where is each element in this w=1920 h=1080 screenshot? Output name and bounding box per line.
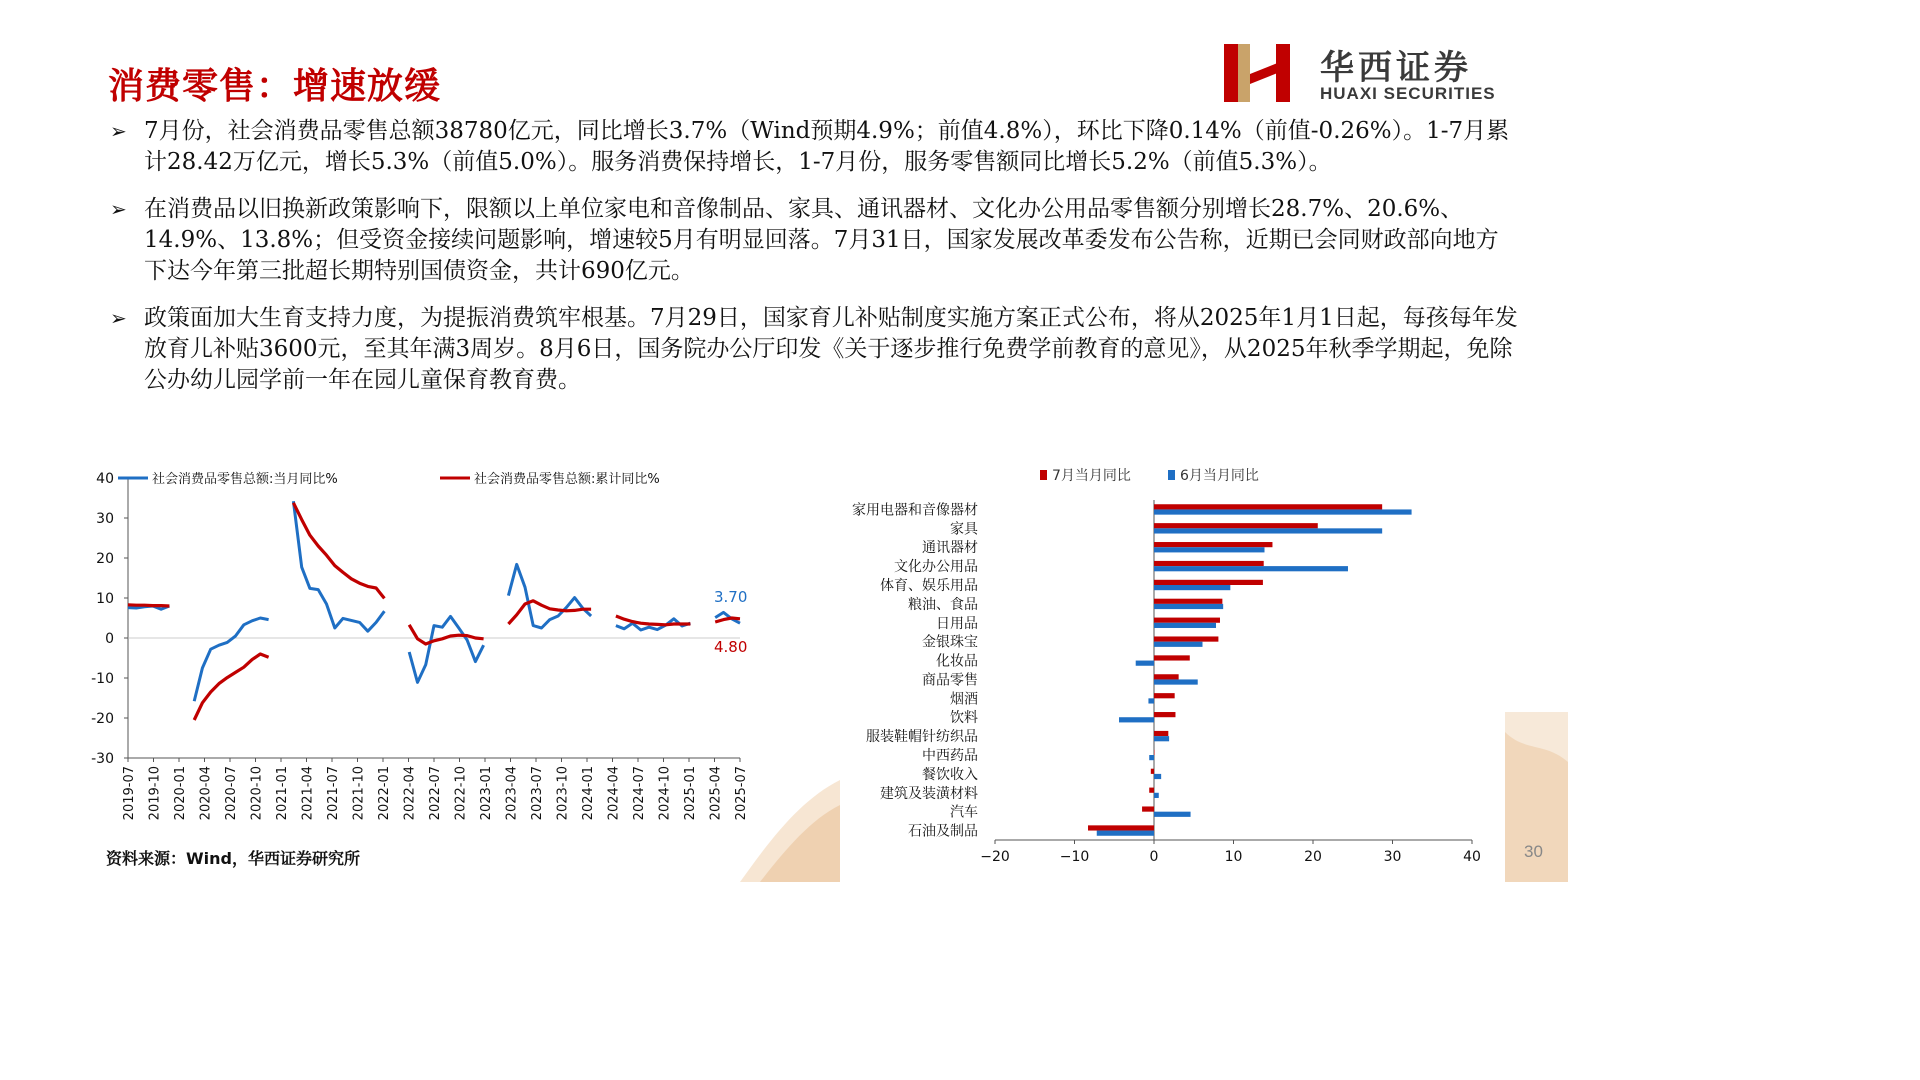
x-tick-label: 2020-10 bbox=[249, 766, 265, 821]
category-growth-bar-chart bbox=[800, 458, 1500, 876]
category-label: 建筑及装潢材料 bbox=[880, 785, 978, 802]
legend-label: 社会消费品零售总额:当月同比% bbox=[152, 472, 338, 487]
x-tick-label: 20 bbox=[1304, 849, 1322, 865]
category-label: 日用品 bbox=[936, 615, 978, 632]
legend-swatch bbox=[1040, 470, 1047, 480]
y-tick-label: -20 bbox=[91, 711, 114, 727]
huaxi-logo-icon bbox=[1224, 40, 1314, 104]
x-tick-label: 2024-10 bbox=[657, 766, 673, 821]
y-tick-label: 10 bbox=[96, 591, 114, 607]
end-label-cumulative: 4.80 bbox=[714, 638, 748, 656]
bar-july bbox=[1154, 731, 1168, 736]
bar-july bbox=[1088, 825, 1154, 830]
x-tick-label: −20 bbox=[980, 849, 1010, 865]
bar-july bbox=[1154, 580, 1263, 585]
bullet-arrow-icon: ➢ bbox=[110, 197, 127, 221]
bar-june bbox=[1154, 623, 1216, 628]
bar-june bbox=[1097, 831, 1154, 836]
y-tick-label: -10 bbox=[91, 671, 114, 687]
bar-june bbox=[1154, 812, 1191, 817]
bullet-item bbox=[110, 303, 1520, 396]
category-label: 文化办公用品 bbox=[894, 559, 978, 576]
bullet-item bbox=[110, 194, 1520, 287]
category-label: 体育、娱乐用品 bbox=[880, 578, 978, 594]
category-label: 石油及制品 bbox=[908, 823, 978, 840]
bar-june bbox=[1154, 642, 1202, 647]
data-source-note: 资料来源：Wind，华西证券研究所 bbox=[106, 849, 360, 868]
bar-june bbox=[1154, 585, 1230, 590]
bar-june bbox=[1154, 774, 1161, 779]
category-label: 饮料 bbox=[950, 710, 978, 727]
x-tick-label: 2022-01 bbox=[377, 766, 392, 821]
bar-june bbox=[1119, 717, 1154, 722]
bar-june bbox=[1148, 698, 1154, 703]
x-tick-label: 0 bbox=[1149, 849, 1159, 865]
bar-july bbox=[1154, 523, 1318, 528]
x-tick-label: 2024-01 bbox=[581, 766, 596, 821]
logo-en-text: HUAXI SECURITIES bbox=[1320, 84, 1496, 103]
bullet-text: 7月份，社会消费品零售总额38780亿元，同比增长3.7%（Wind预期4.9%；前值4.8%），环比下降0.14%（前值-0.26%）。1-7月累计28.42万亿元，增长5.3%（前值5.0%）。服务消费保持增长，1-7月份，服务零售额同比增长5.2%（前值5.3%）。 bbox=[144, 118, 1510, 175]
bar-july bbox=[1154, 561, 1264, 566]
category-label: 通讯器材 bbox=[922, 540, 978, 557]
bar-june bbox=[1154, 566, 1348, 571]
x-tick-label: 2019-07 bbox=[122, 766, 137, 821]
category-label: 化妆品 bbox=[936, 653, 978, 670]
bar-june bbox=[1154, 679, 1198, 684]
bullet-text: 在消费品以旧换新政策影响下，限额以上单位家电和音像制品、家具、通讯器材、文化办公用品零售额分别增长28.7%、20.6%、14.9%、13.8%；但受资金接续问题影响，增速较5月有明显回落。7月31日，国家发展改革委发布公告称，近期已会同财政部向地方下达今年第三批超长期特别国债资金，共计690亿元。 bbox=[144, 196, 1499, 284]
bar-july bbox=[1149, 788, 1154, 793]
category-label: 商品零售 bbox=[922, 672, 978, 689]
category-label: 汽车 bbox=[950, 804, 978, 821]
x-tick-label: 2022-10 bbox=[453, 766, 469, 821]
bar-june bbox=[1154, 736, 1169, 741]
bar-july bbox=[1154, 599, 1222, 604]
category-label: 家用电器和音像器材 bbox=[852, 502, 978, 519]
bar-june bbox=[1154, 509, 1412, 514]
x-tick-label: 2023-01 bbox=[479, 766, 494, 821]
x-tick-label: 2023-10 bbox=[555, 766, 571, 821]
x-tick-label: 2020-01 bbox=[173, 766, 188, 821]
x-tick-label: 2023-04 bbox=[504, 766, 520, 821]
bullet-list bbox=[110, 116, 1520, 412]
category-label: 餐饮收入 bbox=[922, 766, 978, 783]
bullet-item bbox=[110, 116, 1520, 178]
x-tick-label: 2025-04 bbox=[708, 766, 724, 821]
x-tick-label: 2022-04 bbox=[402, 766, 418, 821]
bar-july bbox=[1154, 618, 1220, 623]
bar-july bbox=[1154, 655, 1190, 660]
series-line-monthly bbox=[128, 501, 740, 701]
bar-july bbox=[1154, 504, 1382, 509]
bar-july bbox=[1151, 769, 1154, 774]
category-label: 粮油、食品 bbox=[908, 596, 978, 613]
x-tick-label: 30 bbox=[1383, 849, 1402, 865]
x-tick-label: 2021-10 bbox=[351, 766, 367, 821]
bar-july bbox=[1142, 806, 1154, 811]
bar-june bbox=[1154, 604, 1223, 609]
slide-title: 消费零售：增速放缓 bbox=[108, 65, 442, 107]
x-tick-label: 2025-01 bbox=[683, 766, 698, 821]
bar-july bbox=[1154, 542, 1272, 547]
bar-july bbox=[1154, 636, 1218, 641]
x-tick-label: 2021-01 bbox=[275, 766, 290, 821]
x-tick-label: 40 bbox=[1463, 849, 1481, 865]
bar-june bbox=[1149, 755, 1154, 760]
bar-july bbox=[1154, 712, 1175, 717]
bar-june bbox=[1154, 793, 1159, 798]
category-label: 服装鞋帽针纺织品 bbox=[866, 729, 978, 746]
bar-june bbox=[1154, 528, 1382, 533]
y-tick-label: 0 bbox=[105, 631, 114, 647]
y-tick-label: 20 bbox=[96, 551, 114, 567]
x-tick-label: 2024-04 bbox=[606, 766, 622, 821]
page-number: 30 bbox=[1524, 842, 1543, 861]
end-label-monthly: 3.70 bbox=[714, 588, 748, 606]
series-line-cumulative bbox=[128, 503, 740, 720]
category-label: 金银珠宝 bbox=[922, 634, 978, 651]
x-tick-label: 2020-07 bbox=[224, 766, 239, 821]
legend-label: 7月当月同比 bbox=[1052, 468, 1131, 484]
x-tick-label: 2019-10 bbox=[147, 766, 163, 821]
category-label: 中西药品 bbox=[922, 748, 978, 764]
x-tick-label: 2024-07 bbox=[632, 766, 647, 821]
bullet-arrow-icon: ➢ bbox=[110, 119, 127, 143]
bar-july bbox=[1154, 674, 1179, 679]
x-tick-label: 2020-04 bbox=[198, 766, 214, 821]
x-tick-label: 2025-07 bbox=[734, 766, 749, 821]
x-tick-label: 2023-07 bbox=[530, 766, 545, 821]
category-label: 烟酒 bbox=[950, 691, 978, 708]
legend-label: 6月当月同比 bbox=[1180, 468, 1259, 484]
x-tick-label: 2021-04 bbox=[300, 766, 316, 821]
bullet-text: 政策面加大生育支持力度，为提振消费筑牢根基。7月29日，国家育儿补贴制度实施方案正式公布，将从2025年1月1日起，每孩每年发放育儿补贴3600元，至其年满3周岁。8月6日，国务院办公厅印发《关于逐步推行免费学前教育的意见》，从2025年秋季学期起，免除公办幼儿园学前一年在园儿童保育教育费。 bbox=[144, 305, 1518, 393]
x-tick-label: 2022-07 bbox=[428, 766, 443, 821]
company-logo bbox=[1224, 40, 1534, 104]
bar-july bbox=[1154, 750, 1155, 755]
x-tick-label: 10 bbox=[1224, 849, 1243, 865]
y-tick-label: -30 bbox=[91, 751, 114, 767]
logo-cn-text: 华西证券 bbox=[1320, 48, 1472, 88]
bar-june bbox=[1154, 547, 1265, 552]
y-tick-label: 40 bbox=[96, 471, 114, 487]
bar-june bbox=[1136, 661, 1154, 666]
x-tick-label: 2021-07 bbox=[326, 766, 341, 821]
category-label: 家具 bbox=[950, 521, 978, 538]
x-tick-label: −10 bbox=[1059, 849, 1090, 865]
legend-swatch bbox=[1168, 470, 1175, 480]
bar-july bbox=[1154, 693, 1175, 698]
bullet-arrow-icon: ➢ bbox=[110, 306, 127, 330]
retail-sales-line-chart bbox=[80, 462, 760, 842]
legend-label: 社会消费品零售总额:累计同比% bbox=[474, 472, 660, 487]
y-tick-label: 30 bbox=[96, 511, 114, 527]
